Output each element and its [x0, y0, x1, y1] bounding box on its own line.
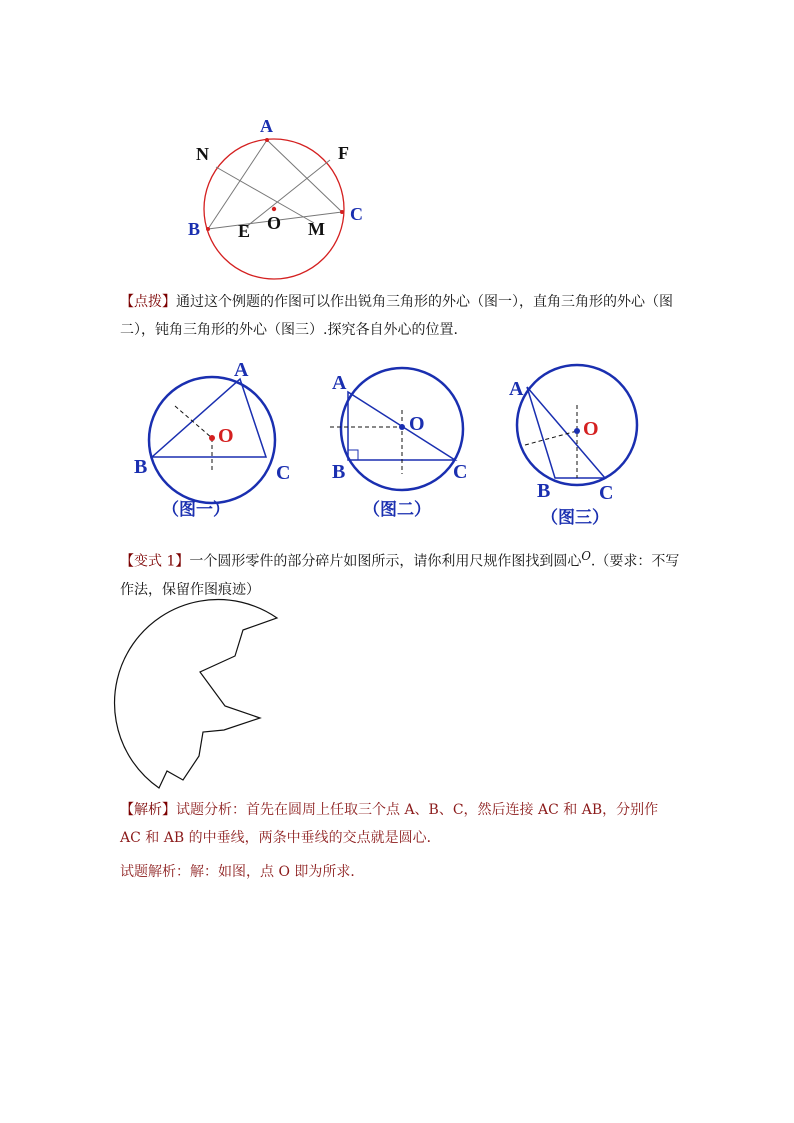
fig1-triangle	[152, 379, 266, 457]
point-a-dot	[265, 138, 269, 142]
analysis-tag: 【解析】	[120, 802, 176, 818]
label-c: C	[350, 204, 363, 224]
label-o: O	[267, 213, 282, 233]
analysis-line1: 试题分析：首先在圆周上任取三个点 A、B、C，然后连接 AC 和 AB，分别作 AC 和 AB 的中垂线，两条中垂线的交点就是圆心．	[120, 802, 659, 846]
variant-symbol-o: O	[581, 549, 591, 563]
point-b-dot	[206, 227, 210, 231]
bisector-ef	[246, 160, 330, 227]
hint-paragraph	[120, 288, 680, 344]
fig1-label-b: B	[134, 456, 148, 478]
fig3-label-o: O	[583, 418, 599, 440]
variant-text-after: .（要求：不写作法，保留作图痕迹）	[120, 553, 680, 598]
label-e: E	[238, 221, 251, 241]
fig2-caption: （图二）	[363, 500, 431, 519]
fig1-center-dot	[209, 435, 215, 441]
figure-one	[130, 360, 300, 525]
label-m: M	[308, 219, 325, 239]
label-b: B	[188, 219, 201, 239]
figure-top	[180, 105, 400, 285]
fig2-center-dot	[399, 424, 405, 430]
fig3-caption: （图三）	[541, 508, 609, 527]
fig3-circle	[517, 365, 637, 485]
segment-ab	[208, 140, 267, 229]
variant-text-before: 一个圆形零件的部分碎片如图所示，请你利用尺规作图找到圆心	[189, 553, 582, 570]
fig2-label-c: C	[453, 461, 468, 483]
fragment-figure	[125, 608, 285, 793]
point-o-dot	[272, 207, 276, 211]
figure-three	[505, 365, 655, 535]
hint-tag: 【点拨】	[120, 294, 176, 310]
fig2-label-b: B	[332, 461, 346, 483]
figure-two	[325, 362, 485, 527]
variant-paragraph	[120, 542, 680, 604]
point-c-dot	[340, 210, 344, 214]
fig3-label-b: B	[537, 480, 551, 502]
fig3-label-c: C	[599, 482, 614, 504]
fig1-label-c: C	[276, 462, 291, 484]
fig1-label-o: O	[218, 425, 234, 447]
hint-text: 通过这个例题的作图可以作出锐角三角形的外心（图一），直角三角形的外心（图二），钝角三角形的外心（图三）.探究各自外心的位置.	[120, 294, 673, 338]
label-f: F	[338, 143, 349, 163]
fig2-label-a: A	[332, 372, 347, 394]
variant-tag: 【变式 1】	[120, 553, 190, 570]
fragment-outline	[115, 600, 277, 788]
label-a: A	[260, 116, 273, 136]
fig1-label-a: A	[234, 359, 249, 381]
fig2-label-o: O	[409, 413, 425, 435]
analysis-paragraph	[120, 796, 680, 852]
label-n: N	[196, 144, 209, 164]
fig1-bisector-ab	[175, 406, 212, 438]
fig1-caption: （图一）	[162, 500, 230, 519]
analysis-solution: 试题解析：解：如图，点 O 即为所求．	[120, 864, 365, 880]
fig3-label-a: A	[509, 378, 524, 400]
fig3-center-dot	[574, 428, 580, 434]
fig3-bisector-ab	[525, 431, 577, 445]
